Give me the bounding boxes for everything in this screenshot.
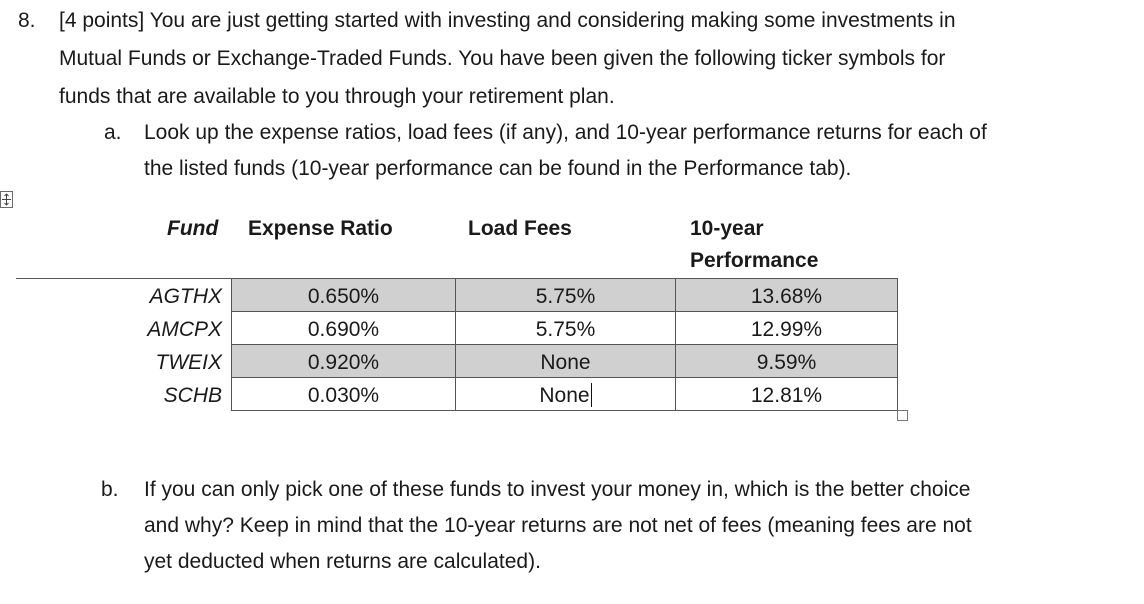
header-performance-line-2: Performance [690,249,819,272]
expense-ratio-cell[interactable]: 0.650% [307,285,380,308]
table-move-handle-icon[interactable] [0,191,13,208]
performance-cell[interactable]: 12.81% [750,384,823,407]
part-b-line-2: and why? Keep in mind that the 10-year returns are not net of fees (meaning fees are not [144,514,972,537]
question-line-2: Mutual Funds or Exchange-Traded Funds. You have been given the following ticker symbols for [59,47,946,70]
part-a-line-1: Look up the expense ratios, load fees (if any), and 10-year performance returns for each of [144,121,987,144]
performance-cell[interactable]: 13.68% [750,285,823,308]
fund-cell: AGTHX [149,285,222,308]
part-a-line-2: the listed funds (10-year performance can be found in the Performance tab). [144,157,852,180]
part-b-marker: b. [101,478,119,501]
table-resize-handle-icon[interactable] [897,410,908,421]
question-number: 8. [18,9,36,32]
load-fees-cell[interactable]: 5.75% [535,285,596,308]
question-line-1: [4 points] You are just getting started with investing and considering making some investments in [59,9,956,32]
load-fees-value: None [539,384,590,407]
part-a-marker: a. [104,121,122,144]
part-b-line-1: If you can only pick one of these funds to invest your money in, which is the better choice [144,478,971,501]
performance-cell[interactable]: 9.59% [756,351,817,374]
fund-cell: AMCPX [147,318,222,341]
expense-ratio-cell[interactable]: 0.030% [307,384,380,407]
load-fees-cell-active[interactable] [456,379,675,412]
fund-cell: TWEIX [155,351,222,374]
fund-cell: SCHB [163,384,222,407]
expense-ratio-cell[interactable]: 0.690% [307,318,380,341]
part-b-line-3: yet deducted when returns are calculated). [144,550,541,573]
header-expense-ratio: Expense Ratio [248,217,393,240]
question-line-3: funds that are available to you through your retirement plan. [59,85,615,108]
text-cursor [591,383,592,407]
load-fees-cell[interactable]: 5.75% [535,318,596,341]
expense-ratio-cell[interactable]: 0.920% [307,351,380,374]
load-fees-cell[interactable]: None [540,351,591,374]
header-load-fees: Load Fees [468,217,572,240]
performance-cell[interactable]: 12.99% [750,318,823,341]
header-fund: Fund [167,217,219,240]
header-performance-line-1: 10-year [690,217,764,240]
